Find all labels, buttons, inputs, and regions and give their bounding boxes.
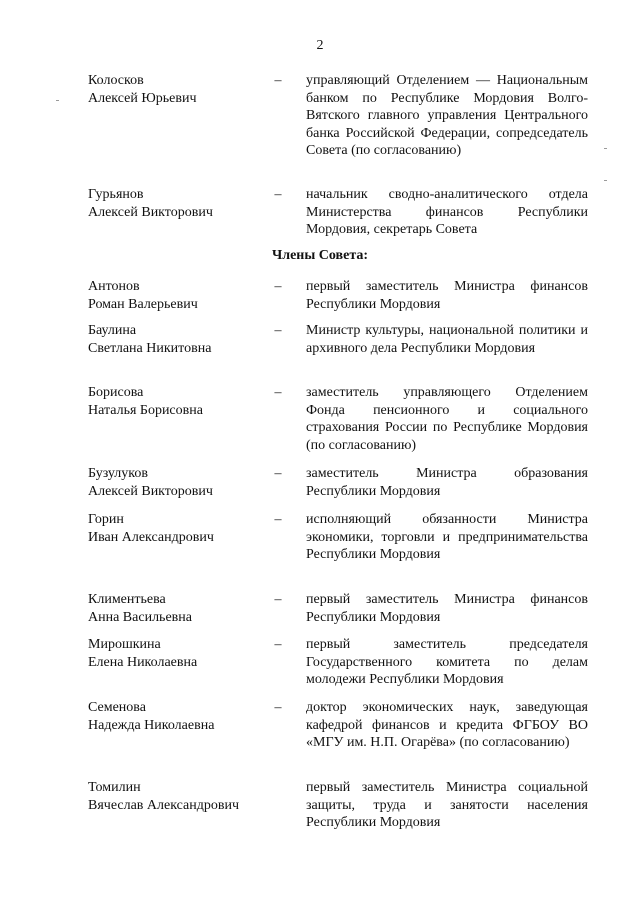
person-surname: Гурьянов xyxy=(88,187,144,202)
person-role: заместитель Министра образования Республики Мордовия xyxy=(306,466,588,499)
person-name xyxy=(88,591,268,626)
person-surname: Климентьева xyxy=(88,592,166,607)
person-name xyxy=(88,779,268,814)
person-role: первый заместитель Министра социальной защиты, труда и занятости населения Республики Мордовия xyxy=(306,780,588,830)
person-surname: Колосков xyxy=(88,73,144,88)
person-name xyxy=(88,636,268,671)
separator-dash: – xyxy=(274,323,282,338)
person-given-names: Елена Николаевна xyxy=(88,654,198,670)
separator-dash: – xyxy=(274,187,282,202)
person-role: первый заместитель председателя Государственного комитета по делам молодежи Республики Мордовия xyxy=(306,637,588,687)
page-number: 2 xyxy=(316,38,324,53)
person-name xyxy=(88,186,268,221)
person-role: управляющий Отделением — Национальным банком по Республике Мордовия Волго-Вятского главного управления Центрального банка Российской Федерации, сопредседатель Совета (по согласованию) xyxy=(306,73,588,158)
person-name xyxy=(88,465,268,500)
separator-dash: – xyxy=(274,466,282,481)
person-surname: Мирошкина xyxy=(88,637,161,652)
separator-dash: – xyxy=(274,512,282,527)
person-name xyxy=(88,384,268,419)
separator-dash: – xyxy=(274,637,282,652)
person-role: первый заместитель Министра финансов Республики Мордовия xyxy=(306,279,588,312)
person-role: исполняющий обязанности Министра экономики, торговли и предпринимательства Республики Мордовия xyxy=(306,512,588,562)
person-role: доктор экономических наук, заведующая кафедрой финансов и кредита ФГБОУ ВО «МГУ им. Н.П. Огарёва» (по согласованию) xyxy=(306,700,588,750)
members-heading: Члены Совета: xyxy=(271,248,369,263)
person-role: Министр культуры, национальной политики и архивного дела Республики Мордовия xyxy=(306,323,588,356)
person-role: заместитель управляющего Отделением Фонда пенсионного и социального страхования России по Республике Мордовия (по согласованию) xyxy=(306,385,588,453)
separator-dash: – xyxy=(274,700,282,715)
person-given-names: Вячеслав Александрович xyxy=(88,797,240,813)
person-given-names: Иван Александрович xyxy=(88,529,214,545)
person-given-names: Роман Валерьевич xyxy=(88,296,198,312)
person-given-names: Светлана Никитовна xyxy=(88,340,212,356)
scan-speck xyxy=(56,100,59,101)
person-name xyxy=(88,322,268,357)
person-given-names: Алексей Викторович xyxy=(88,204,213,220)
person-role: первый заместитель Министра финансов Республики Мордовия xyxy=(306,592,588,625)
person-surname: Борисова xyxy=(88,385,144,400)
person-name xyxy=(88,699,268,734)
person-role: начальник сводно-аналитического отдела Министерства финансов Республики Мордовия, секретарь Совета xyxy=(306,187,588,237)
person-name xyxy=(88,278,268,313)
separator-dash: – xyxy=(274,385,282,400)
person-surname: Бузулуков xyxy=(88,466,148,481)
person-surname: Горин xyxy=(88,512,124,527)
separator-dash: – xyxy=(274,592,282,607)
person-name xyxy=(88,511,268,546)
person-given-names: Наталья Борисовна xyxy=(88,402,203,418)
person-given-names: Надежда Николаевна xyxy=(88,717,215,733)
separator-dash: – xyxy=(274,73,282,88)
separator-dash: – xyxy=(274,279,282,294)
scan-speck xyxy=(604,148,607,149)
person-given-names: Алексей Викторович xyxy=(88,483,213,499)
person-surname: Баулина xyxy=(88,323,137,338)
person-given-names: Алексей Юрьевич xyxy=(88,90,197,106)
scan-speck xyxy=(604,180,607,181)
person-surname: Томилин xyxy=(88,780,141,795)
person-given-names: Анна Васильевна xyxy=(88,609,192,625)
person-name xyxy=(88,72,268,107)
person-surname: Антонов xyxy=(88,279,140,294)
person-surname: Семенова xyxy=(88,700,146,715)
